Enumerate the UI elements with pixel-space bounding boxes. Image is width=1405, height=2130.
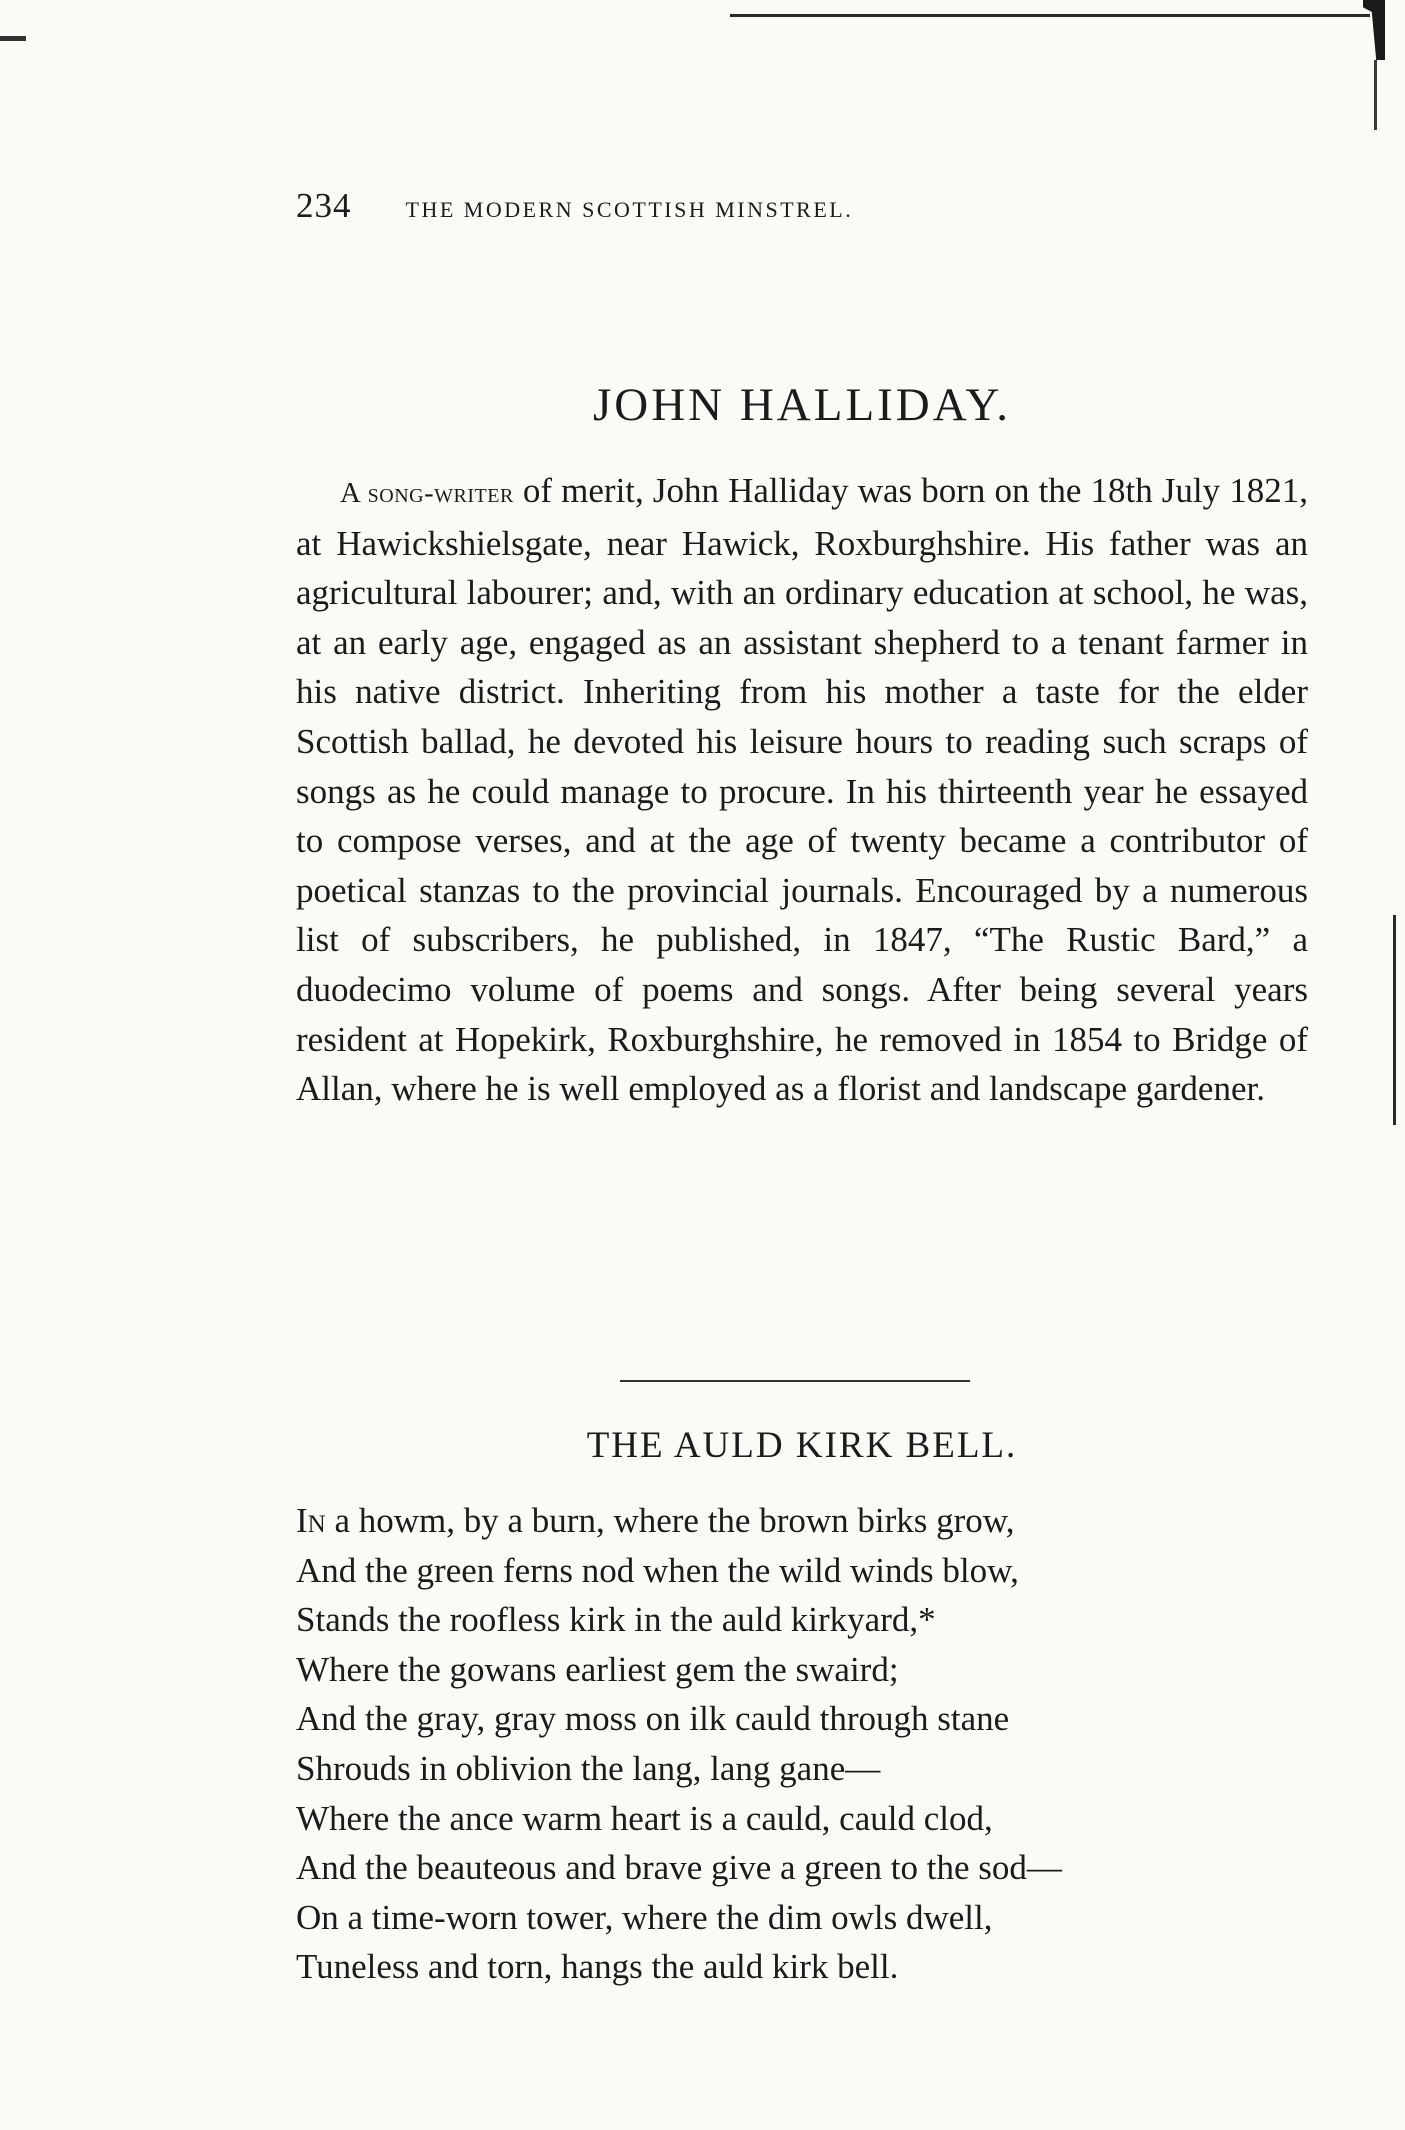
poem-line: Shrouds in oblivion the lang, lang gane— (296, 1748, 881, 1788)
running-title: THE MODERN SCOTTISH MINSTREL. (405, 197, 854, 222)
poem-line: Stands the roofless kirk in the auld kirkyard,* (296, 1600, 936, 1640)
scan-edge-top (700, 0, 1405, 130)
lead-small-caps: A song-writer (340, 477, 514, 509)
poem-first-word: In (296, 1501, 326, 1540)
poem-line (296, 1496, 1316, 1546)
poem-line: Tuneless and torn, hangs the auld kirk bell. (296, 1947, 899, 1987)
poem-line-text: a howm, by a burn, where the brown birks grow, (325, 1501, 1015, 1540)
poem-line: And the green ferns nod when the wild winds blow, (296, 1550, 1019, 1590)
paragraph-text: of merit, John Halliday was born on the 18th July 1821, at Hawickshielsgate, near Hawick, Roxburghshire. His father was an agricultural labourer; and, with an ordinary education at school, he was, at an early age, engaged as an assistant shepherd to a tenant farmer in his native district. Inheriting from his mother a taste for the elder Scottish ballad, he devoted his leisure hours to reading such scraps of songs as he could manage to procure. In his thirteenth year he essayed to compose verses, and at the age of twenty became a contributor of poetical stanzas to the provincial journals. Encouraged by a numerous list of subscribers, he published, in 1847, “The Rustic Bard,” a duodecimo volume of poems and songs. After being several years resident at Hopekirk, Roxburghshire, he removed in 1854 to Bridge of Allan, where he is well employed as a florist and landscape gardener. (296, 471, 1308, 1109)
poem-line: Where the gowans earliest gem the swaird; (296, 1649, 899, 1689)
page-number: 234 (296, 186, 352, 225)
poem-title: THE AULD KIRK BELL. (586, 1425, 1018, 1466)
scan-mark-left (0, 36, 40, 48)
biography-paragraph (296, 466, 1308, 1114)
poem-line: And the gray, gray moss on ilk cauld through stane (296, 1699, 1010, 1739)
poem-line: Where the ance warm heart is a cauld, cauld clod, (296, 1798, 993, 1838)
chapter-title: JOHN HALLIDAY. (592, 379, 1012, 431)
running-head (296, 186, 1116, 236)
section-divider (620, 1380, 970, 1382)
scan-mark-right (1393, 915, 1396, 1125)
poem-line: On a time-worn tower, where the dim owls dwell, (296, 1897, 993, 1937)
poem-line: And the beauteous and brave give a green to the sod— (296, 1848, 1062, 1888)
poem-stanza (296, 1496, 1316, 1992)
